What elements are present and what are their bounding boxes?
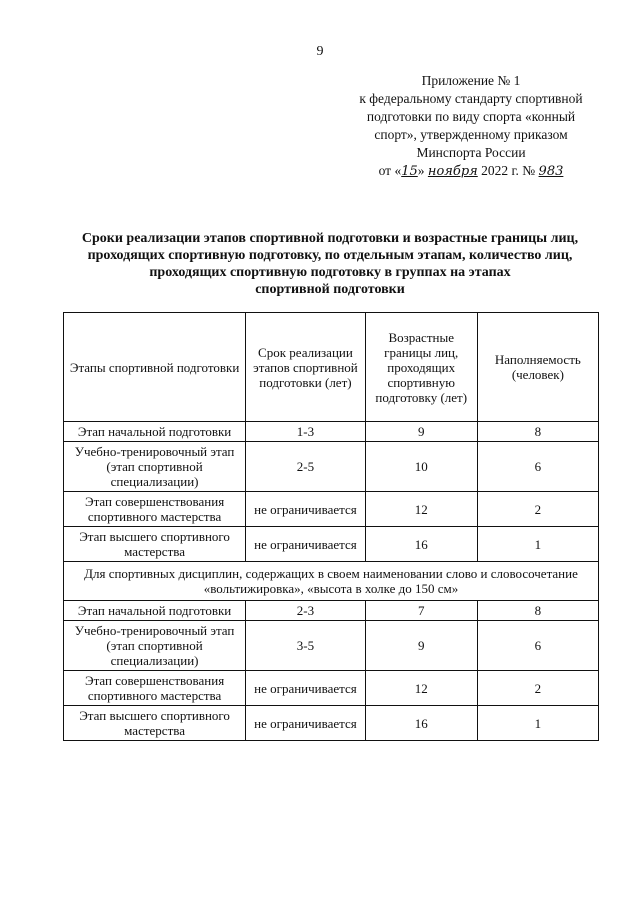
title-line: спортивной подготовки bbox=[255, 282, 405, 297]
appendix-line: к федеральному стандарту спортивной bbox=[359, 91, 583, 106]
date-day: 15 bbox=[401, 164, 418, 179]
cell-age: 9 bbox=[365, 422, 477, 442]
stages-table bbox=[63, 312, 599, 741]
order-number: 983 bbox=[538, 164, 564, 179]
table-row bbox=[64, 527, 599, 562]
table-row bbox=[64, 422, 599, 442]
cell-stage: Учебно-тренировочный этап (этап спортивной специализации) bbox=[64, 621, 246, 671]
cell-duration: не ограничивается bbox=[246, 492, 366, 527]
table-header-row bbox=[64, 313, 599, 422]
table-row bbox=[64, 442, 599, 492]
table-row bbox=[64, 492, 599, 527]
title-line: проходящих спортивную подготовку, по отдельным этапам, количество лиц, bbox=[87, 248, 573, 263]
table-row bbox=[64, 671, 599, 706]
appendix-line: Минспорта России bbox=[416, 145, 526, 160]
cell-duration: 1-3 bbox=[246, 422, 366, 442]
header-age: Возрастные границы лиц, проходящих спортивную подготовку (лет) bbox=[365, 313, 477, 422]
cell-capacity: 8 bbox=[477, 601, 598, 621]
cell-age: 16 bbox=[365, 706, 477, 741]
cell-duration: 2-3 bbox=[246, 601, 366, 621]
cell-stage: Этап высшего спортивного мастерства bbox=[64, 527, 246, 562]
cell-stage: Этап совершенствования спортивного мастерства bbox=[64, 492, 246, 527]
cell-duration: 2-5 bbox=[246, 442, 366, 492]
cell-age: 7 bbox=[365, 601, 477, 621]
appendix-line: Приложение № 1 bbox=[421, 73, 521, 88]
cell-age: 16 bbox=[365, 527, 477, 562]
table-row bbox=[64, 706, 599, 741]
header-capacity: Наполняемость (человек) bbox=[477, 313, 598, 422]
page-number: 9 bbox=[316, 44, 324, 59]
date-year: 2022 г. № bbox=[481, 163, 536, 178]
cell-age: 12 bbox=[365, 492, 477, 527]
cell-duration: не ограничивается bbox=[246, 706, 366, 741]
cell-stage: Этап высшего спортивного мастерства bbox=[64, 706, 246, 741]
cell-stage: Этап начальной подготовки bbox=[64, 601, 246, 621]
date-mid: » bbox=[417, 163, 425, 178]
cell-age: 9 bbox=[365, 621, 477, 671]
cell-capacity: 2 bbox=[477, 492, 598, 527]
appendix-block bbox=[340, 72, 602, 181]
cell-stage: Этап начальной подготовки bbox=[64, 422, 246, 442]
cell-capacity: 2 bbox=[477, 671, 598, 706]
appendix-line: подготовки по виду спорта «конный bbox=[366, 109, 576, 124]
date-prefix: от « bbox=[378, 163, 402, 178]
table-row bbox=[64, 621, 599, 671]
cell-duration: не ограничивается bbox=[246, 671, 366, 706]
cell-capacity: 6 bbox=[477, 621, 598, 671]
cell-age: 10 bbox=[365, 442, 477, 492]
cell-stage: Учебно-тренировочный этап (этап спортивной специализации) bbox=[64, 442, 246, 492]
cell-capacity: 6 bbox=[477, 442, 598, 492]
date-month: ноября bbox=[427, 164, 478, 179]
header-duration: Срок реализации этапов спортивной подготовки (лет) bbox=[246, 313, 366, 422]
cell-duration: не ограничивается bbox=[246, 527, 366, 562]
order-date-line bbox=[340, 162, 602, 181]
title-line: Сроки реализации этапов спортивной подготовки и возрастные границы лиц, bbox=[81, 231, 579, 246]
cell-capacity: 1 bbox=[477, 527, 598, 562]
header-stage: Этапы спортивной подготовки bbox=[64, 313, 246, 422]
table-note-row bbox=[64, 562, 599, 601]
document-title bbox=[60, 230, 600, 298]
cell-age: 12 bbox=[365, 671, 477, 706]
table-row bbox=[64, 601, 599, 621]
appendix-line: спорт», утвержденному приказом bbox=[374, 127, 568, 142]
title-line: проходящих спортивную подготовку в группах на этапах bbox=[149, 265, 511, 280]
cell-capacity: 8 bbox=[477, 422, 598, 442]
cell-stage: Этап совершенствования спортивного мастерства bbox=[64, 671, 246, 706]
discipline-note: Для спортивных дисциплин, содержащих в своем наименовании слово и словосочетание «вольтижировка», «высота в холке до 150 см» bbox=[64, 562, 599, 601]
cell-duration: 3-5 bbox=[246, 621, 366, 671]
cell-capacity: 1 bbox=[477, 706, 598, 741]
